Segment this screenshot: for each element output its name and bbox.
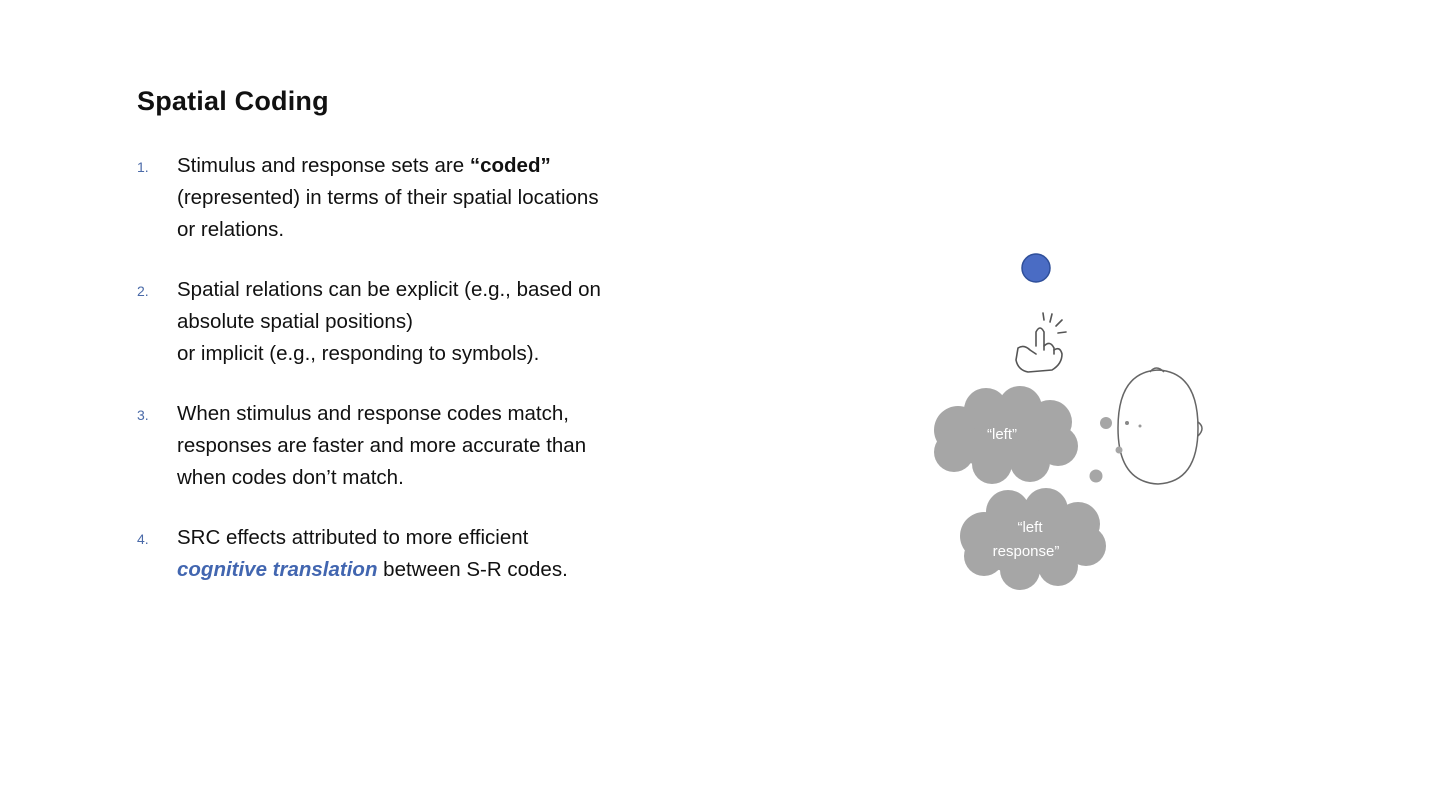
bullet-line: or implicit (e.g., responding to symbols). xyxy=(177,342,540,365)
thought-trail-dot xyxy=(1116,447,1123,454)
bullet-list xyxy=(137,150,737,586)
blue-dot-stimulus-icon xyxy=(1022,254,1050,282)
cognitive-translation-term: cognitive translation xyxy=(177,558,378,581)
bullet-text: Stimulus and response sets are xyxy=(177,154,470,177)
bullet-item-3 xyxy=(137,398,737,494)
pointing-hand-icon xyxy=(1016,313,1066,372)
bullet-item-2 xyxy=(137,274,737,370)
bullet-number: 1. xyxy=(137,159,149,175)
bullet-line: when codes don’t match. xyxy=(177,466,404,489)
bullet-number: 2. xyxy=(137,283,149,299)
thought-text-left: “left” xyxy=(987,426,1017,443)
thought-cloud-left-response xyxy=(960,488,1106,590)
slide-title: Spatial Coding xyxy=(137,86,329,116)
bullet-line: (represented) in terms of their spatial locations xyxy=(177,186,599,209)
thought-text-left-response-line1: “left xyxy=(1017,519,1043,536)
eye-dot xyxy=(1125,421,1129,425)
bullet-line: Spatial relations can be explicit (e.g., based on xyxy=(177,278,601,301)
eye-dot xyxy=(1139,425,1142,428)
thought-trail-dot xyxy=(1100,417,1112,429)
spatial-coding-illustration xyxy=(900,240,1240,610)
bullet-line: When stimulus and response codes match, xyxy=(177,402,569,425)
bullet-item-4 xyxy=(137,522,737,586)
bullet-line: or relations. xyxy=(177,218,285,241)
bullet-item-1 xyxy=(137,150,737,246)
bullet-line: SRC effects attributed to more efficient xyxy=(177,526,529,549)
head-outline-icon xyxy=(1118,368,1202,484)
bullet-line xyxy=(177,150,737,182)
bullet-line xyxy=(177,554,737,586)
bullet-number: 4. xyxy=(137,531,149,547)
bullet-number: 3. xyxy=(137,407,149,423)
bullet-text: between S-R codes. xyxy=(377,558,568,581)
bullet-line: responses are faster and more accurate than xyxy=(177,434,587,457)
thought-text-left-response-line2: response” xyxy=(992,543,1060,560)
coded-emphasis: “coded” xyxy=(469,154,551,177)
thought-trail-dot xyxy=(1090,470,1103,483)
bullet-line: absolute spatial positions) xyxy=(177,310,413,333)
